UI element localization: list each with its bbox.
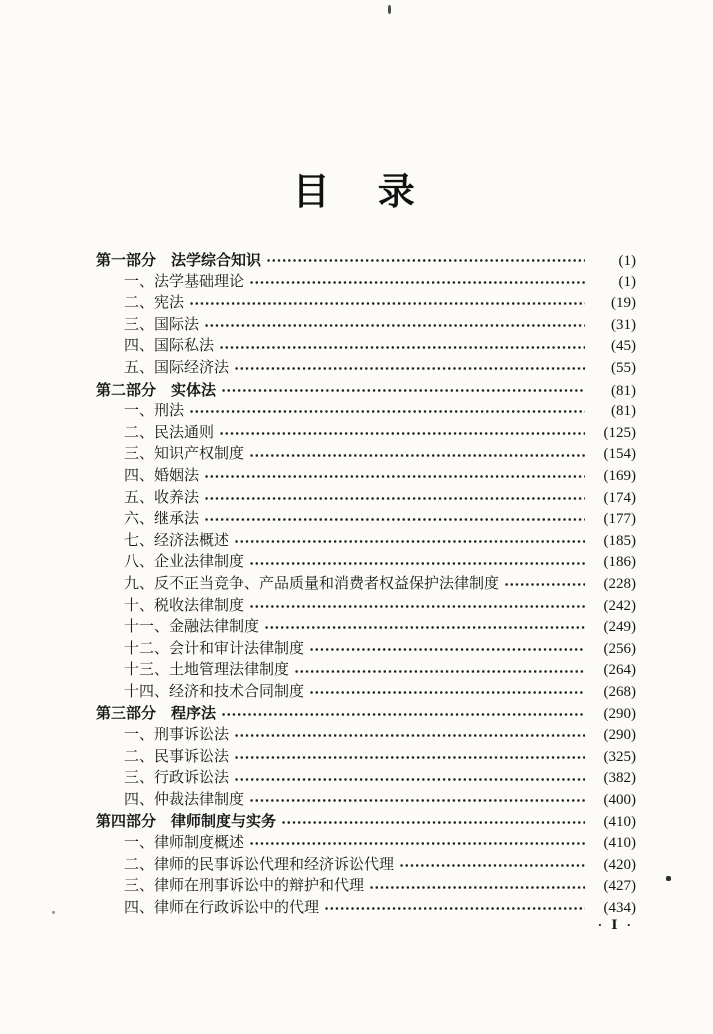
toc-entry [96,401,636,423]
toc-entry [96,574,636,596]
dot-leader [221,383,585,398]
toc-entry-page: (81) [611,403,636,420]
toc-entry-page: (19) [611,295,636,312]
toc-entry-label: 八、企业法律制度 [124,554,245,571]
toc-entry-label: 二、律师的民事诉讼代理和经济诉讼代理 [124,856,395,873]
toc-entry-label: 十一、金融法律制度 [124,619,260,636]
toc-entry-label: 一、律师制度概述 [124,835,245,852]
page-number-marker: · Ⅰ · [597,917,634,932]
dot-leader [249,556,585,571]
toc-entry-label: 二、民法通则 [124,424,215,441]
toc-entry-label: 五、国际经济法 [124,359,230,376]
toc-entry-page: (325) [603,748,636,765]
dot-leader [249,793,585,808]
toc-entry-page: (427) [603,878,636,895]
dot-leader [249,599,585,614]
toc-entry-page: (186) [603,554,636,571]
dot-leader [266,253,585,268]
toc-entry-label: 六、继承法 [124,511,200,528]
dot-leader [504,577,585,592]
toc-entry [96,336,636,358]
toc-entry-label: 一、法学基础理论 [124,273,245,290]
toc-entry-page: (1) [618,253,636,269]
toc-entry-page: (169) [603,467,636,484]
toc-entry [96,596,636,618]
toc-entry-page: (256) [603,640,636,657]
toc-entry [96,315,636,337]
toc-entry [96,293,636,315]
toc-entry [96,488,636,510]
toc-entry-label: 三、律师在刑事诉讼中的辩护和代理 [124,878,365,895]
toc-entry-page: (81) [611,382,636,399]
page-title: 目 录 [292,170,421,213]
dot-leader [234,534,585,549]
toc-entry-page: (434) [603,899,636,916]
toc-entry-label: 四、律师在行政诉讼中的代理 [124,899,320,916]
toc-entry [96,250,636,272]
toc-entry [96,444,636,466]
toc-list [96,250,636,919]
toc-entry [96,639,636,661]
dot-leader [204,469,585,484]
toc-entry-page: (410) [603,814,636,831]
toc-entry-label: 十四、经济和技术合同制度 [124,683,305,700]
toc-entry [96,811,636,833]
dot-leader [369,880,585,895]
toc-entry-label: 三、知识产权制度 [124,446,245,463]
scan-speck [52,911,55,914]
toc-entry-label: 五、收养法 [124,489,200,506]
toc-entry-label: 十三、土地管理法律制度 [124,662,290,679]
dot-leader [234,361,585,376]
dot-leader [221,707,585,722]
dot-leader [249,448,585,463]
toc-entry-page: (177) [603,511,636,528]
toc-entry [96,768,636,790]
dot-leader [204,318,585,333]
dot-leader [264,620,585,635]
toc-entry-label: 四、国际私法 [124,338,215,355]
scan-speck [388,5,391,14]
dot-leader [309,642,585,657]
dot-leader [324,901,585,916]
toc-entry-page: (410) [603,835,636,852]
toc-entry-label: 第一部分 法学综合知识 [96,251,262,269]
toc-entry-page: (154) [603,446,636,463]
toc-entry-label: 四、仲裁法律制度 [124,791,245,808]
toc-entry [96,898,636,920]
dot-leader [309,685,585,700]
toc-entry-page: (55) [611,359,636,376]
toc-entry [96,509,636,531]
toc-entry-label: 七、经济法概述 [124,532,230,549]
toc-entry-label: 三、行政诉讼法 [124,770,230,787]
toc-entry [96,747,636,769]
scan-speck [666,876,671,881]
toc-entry-label: 第四部分 律师制度与实务 [96,812,277,831]
toc-entry-page: (125) [603,424,636,441]
toc-entry-label: 四、婚姻法 [124,467,200,484]
toc-entry-label: 二、宪法 [124,295,185,312]
toc-entry-page: (249) [603,619,636,636]
toc-entry-label: 第二部分 实体法 [96,380,217,399]
toc-entry-page: (382) [603,770,636,787]
toc-entry [96,833,636,855]
toc-entry [96,531,636,553]
toc-entry [96,358,636,380]
toc-entry-page: (264) [603,662,636,679]
toc-entry-page: (290) [603,706,636,723]
dot-leader [219,340,585,355]
toc-entry [96,682,636,704]
dot-leader [219,426,585,441]
toc-entry [96,380,636,402]
toc-entry-label: 十、税收法律制度 [124,597,245,614]
toc-entry-page: (228) [603,575,636,592]
toc-entry-label: 一、刑法 [124,403,185,420]
toc-entry [96,855,636,877]
toc-entry-label: 九、反不正当竞争、产品质量和消费者权益保护法律制度 [124,575,500,592]
toc-entry-page: (31) [611,316,636,333]
dot-leader [399,858,585,873]
toc-entry-label: 第三部分 程序法 [96,704,217,723]
dot-leader [189,296,585,311]
toc-entry [96,660,636,682]
toc-entry-page: (400) [603,791,636,808]
toc-entry-page: (45) [611,338,636,355]
toc-entry-page: (185) [603,532,636,549]
toc-entry-label: 三、国际法 [124,316,200,333]
toc-entry [96,617,636,639]
toc-entry [96,272,636,294]
toc-entry-label: 二、民事诉讼法 [124,748,230,765]
dot-leader [294,664,585,679]
toc-entry-page: (1) [618,273,636,290]
toc-entry [96,466,636,488]
toc-entry-label: 十二、会计和审计法律制度 [124,640,305,657]
toc-entry-page: (420) [603,856,636,873]
toc-entry [96,790,636,812]
toc-entry [96,876,636,898]
dot-leader [249,836,585,851]
toc-entry [96,552,636,574]
toc-entry-page: (174) [603,489,636,506]
toc-entry-page: (290) [603,727,636,744]
toc-entry-page: (268) [603,683,636,700]
dot-leader [234,772,585,787]
dot-leader [204,512,585,527]
dot-leader [204,491,585,506]
dot-leader [189,404,585,419]
dot-leader [249,275,585,290]
dot-leader [234,728,585,743]
dot-leader [234,750,585,765]
dot-leader [281,815,585,830]
toc-entry-label: 一、刑事诉讼法 [124,727,230,744]
toc-entry-page: (242) [603,597,636,614]
toc-entry [96,423,636,445]
toc-entry [96,725,636,747]
toc-entry [96,703,636,725]
